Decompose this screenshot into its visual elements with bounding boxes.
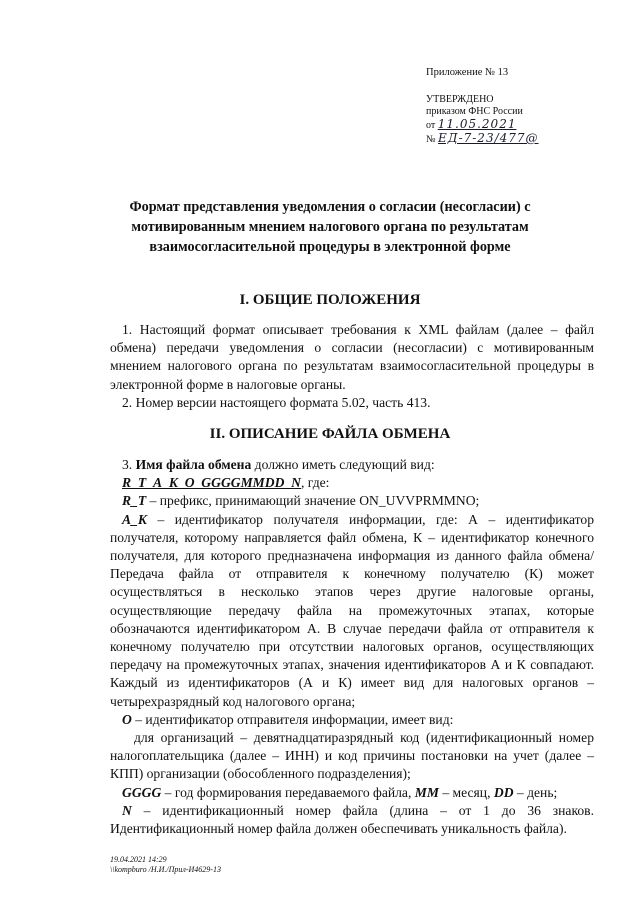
appendix-label: Приложение № 13 <box>426 67 509 78</box>
paragraph-1: 1. Настоящий формат описывает требования к XML файлам (далее – файл обмена) передачи уведомления о согласии (несогласии) с мотивированным мнением налогового органа по результатам взаимосогласительной процедуры в электронной форме в налоговые органы. <box>110 322 594 392</box>
ak-definition <box>110 511 594 711</box>
section-heading-2: II. ОПИСАНИЕ ФАЙЛА ОБМЕНА <box>209 426 451 442</box>
footer-stamp <box>110 855 221 874</box>
footer-path: \\kompburo /Н.И./Прил-И4629-13 <box>110 864 221 874</box>
org-definition: для организаций – девятнадцатиразрядный код (идентификационный номер налогоплательщика (далее – ИНН) и код причины постановки на учет (далее – КПП) организации (обособленного подразделения); <box>110 730 594 782</box>
title-line-2: мотивированным мнением налогового органа по результатам <box>131 219 529 235</box>
date-prefix: от <box>426 120 436 131</box>
date-definition <box>110 784 594 802</box>
approval-date-row <box>426 118 539 132</box>
gggg-desc: – год формирования передаваемого файла, <box>161 784 415 800</box>
o-desc: – идентификатор отправителя информации, имеет вид: <box>131 711 454 727</box>
ak-desc: – идентификатор получателя информации, где: А – идентификатор получателя, которому направляется файл обмена, К – идентификатор конечного получателя, для которого предназначена информация из данного файла обмена/ Передача файла от отправителя к конечному получателю (К) может осуществляться в несколько этапов через другие налоговые органы, осуществляющие передачу файла на промежуточных этапах, которые обозначаются идентификатором А. В случае передачи файла от отправителя к конечному получателю при отсутствии налоговых органов, осуществляющих передачу на промежуточных этапах, значения идентификаторов А и К совпадают. Каждый из идентификаторов (А и К) имеет вид для налоговых органов – четырехразрядный код налогового органа; <box>110 511 594 709</box>
document-title <box>100 197 560 257</box>
section-2-body <box>110 456 594 838</box>
n-desc: – идентификационный номер файла (длина – от 1 до 36 знаков. Идентификационный номер файла должен обеспечивать уникальность файла). <box>110 802 594 837</box>
rt-term: R_T <box>122 493 147 509</box>
section-heading-1: I. ОБЩИЕ ПОЛОЖЕНИЯ <box>239 292 421 308</box>
gggg-term: GGGG <box>122 784 162 800</box>
section-1-body <box>110 321 594 412</box>
paragraph-3 <box>110 456 594 474</box>
approval-block <box>426 94 539 146</box>
number-prefix: № <box>426 134 436 145</box>
dd-term: DD <box>493 784 514 800</box>
title-line-3: взаимосогласительной процедуры в электронной форме <box>149 239 511 255</box>
approval-number-row <box>426 132 539 146</box>
dd-desc: – день; <box>513 784 558 800</box>
pattern-suffix: , где: <box>301 475 330 491</box>
ak-term: A_K <box>122 511 147 527</box>
p3-prefix: 3. <box>122 457 136 472</box>
p3-rest: должно иметь следующий вид: <box>251 457 435 472</box>
title-line-1: Формат представления уведомления о согласии (несогласии) с <box>129 199 531 215</box>
filename-pattern: R_T_A_K_O_GGGGMMDD_N <box>122 475 301 491</box>
rt-definition <box>110 492 594 510</box>
handwritten-number: ЕД-7-23/477@ <box>438 131 539 145</box>
o-definition <box>110 711 594 729</box>
approval-by: приказом ФНС России <box>426 106 523 117</box>
approval-title: УТВЕРЖДЕНО <box>426 94 494 105</box>
footer-timestamp: 19.04.2021 14:29 <box>110 855 167 864</box>
rt-desc: – префикс, принимающий значение ON_UVVPRMMNO; <box>146 493 480 509</box>
mm-desc: – месяц, <box>438 784 494 800</box>
handwritten-date: 11.05.2021 <box>437 117 517 131</box>
filename-pattern-line <box>110 474 594 492</box>
mm-term: MM <box>414 784 439 800</box>
p3-bold: Имя файла обмена <box>135 457 252 472</box>
paragraph-2: 2. Номер версии настоящего формата 5.02, часть 413. <box>122 394 431 410</box>
o-term: O <box>122 711 132 727</box>
n-term: N <box>122 802 132 818</box>
n-definition <box>110 802 594 838</box>
